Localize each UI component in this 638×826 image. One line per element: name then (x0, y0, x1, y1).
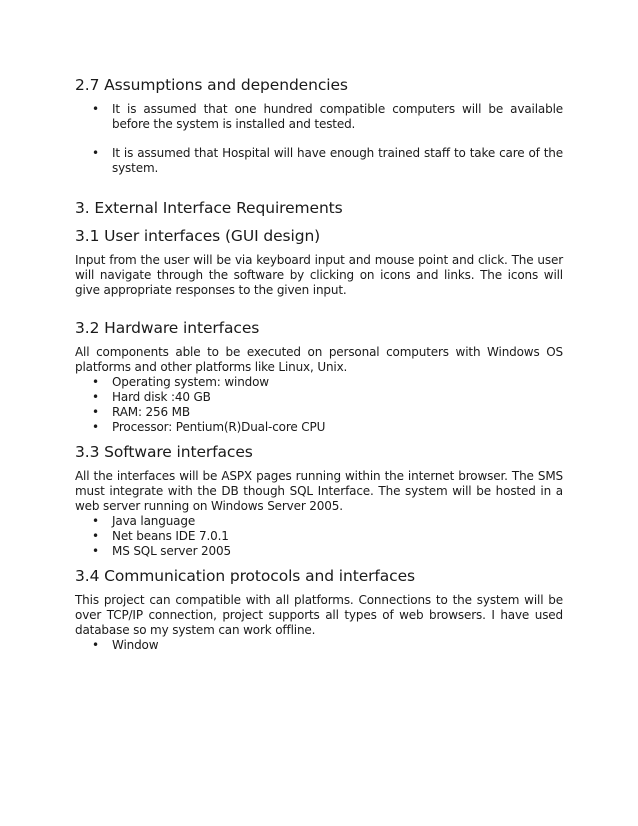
section-body: Input from the user will be via keyboard input and mouse point and click. The user will navigate through the software by clicking on icons and links. The icons will give appropriate responses to the given input. (75, 253, 563, 297)
hardware-list (75, 375, 563, 435)
list-item-text: Window (112, 638, 159, 652)
section-3 (75, 198, 563, 218)
section-heading: 3.3 Software interfaces (75, 443, 253, 461)
section-heading: 3.1 User interfaces (GUI design) (75, 227, 321, 245)
communication-list (75, 638, 563, 653)
bullet-icon: • (92, 390, 99, 404)
list-item-text: Java language (112, 514, 196, 528)
bullet-icon: • (92, 102, 99, 116)
section-body: All components able to be executed on personal computers with Windows OS platforms and other platforms like Linux, Unix. (75, 345, 563, 374)
section-3-3 (75, 442, 563, 559)
section-3-2 (75, 318, 563, 435)
list-item-text: MS SQL server 2005 (112, 544, 231, 558)
assumptions-list (75, 102, 563, 176)
section-heading: 3.2 Hardware interfaces (75, 319, 260, 337)
section-body: All the interfaces will be ASPX pages running within the internet browser. The SMS must integrate with the DB though SQL Interface. The system will be hosted in a web server running on Windows Server 2005. (75, 469, 563, 513)
software-list (75, 514, 563, 559)
bullet-icon: • (92, 375, 99, 389)
bullet-icon: • (92, 405, 99, 419)
section-heading: 3.4 Communication protocols and interfaces (75, 567, 415, 585)
section-3-1 (75, 226, 563, 298)
list-item (75, 514, 563, 529)
list-item-text: It is assumed that one hundred compatible computers will be available before the system is installed and tested. (112, 102, 563, 131)
bullet-icon: • (92, 420, 99, 434)
list-item (75, 544, 563, 559)
list-item (75, 638, 563, 653)
list-item (75, 102, 563, 132)
section-3-4 (75, 566, 563, 653)
list-item (75, 529, 563, 544)
list-item (75, 375, 563, 390)
list-item-text: Operating system: window (112, 375, 269, 389)
list-item (75, 146, 563, 176)
section-2-7 (75, 75, 563, 190)
list-item (75, 390, 563, 405)
section-heading: 3. External Interface Requirements (75, 199, 343, 217)
list-item-text: RAM: 256 MB (112, 405, 190, 419)
bullet-icon: • (92, 544, 99, 558)
list-item-text: Hard disk :40 GB (112, 390, 211, 404)
bullet-icon: • (92, 638, 99, 652)
list-item-text: Net beans IDE 7.0.1 (112, 529, 229, 543)
bullet-icon: • (92, 529, 99, 543)
section-body: This project can compatible with all platforms. Connections to the system will be over TCP/IP connection, project supports all types of web browsers. I have used database so my system can work offline. (75, 593, 563, 637)
bullet-icon: • (92, 146, 99, 160)
list-item-text: It is assumed that Hospital will have enough trained staff to take care of the system. (112, 146, 563, 175)
bullet-icon: • (92, 514, 99, 528)
list-item (75, 420, 563, 435)
list-item (75, 405, 563, 420)
list-item-text: Processor: Pentium(R)Dual-core CPU (112, 420, 326, 434)
section-heading: 2.7 Assumptions and dependencies (75, 76, 348, 94)
